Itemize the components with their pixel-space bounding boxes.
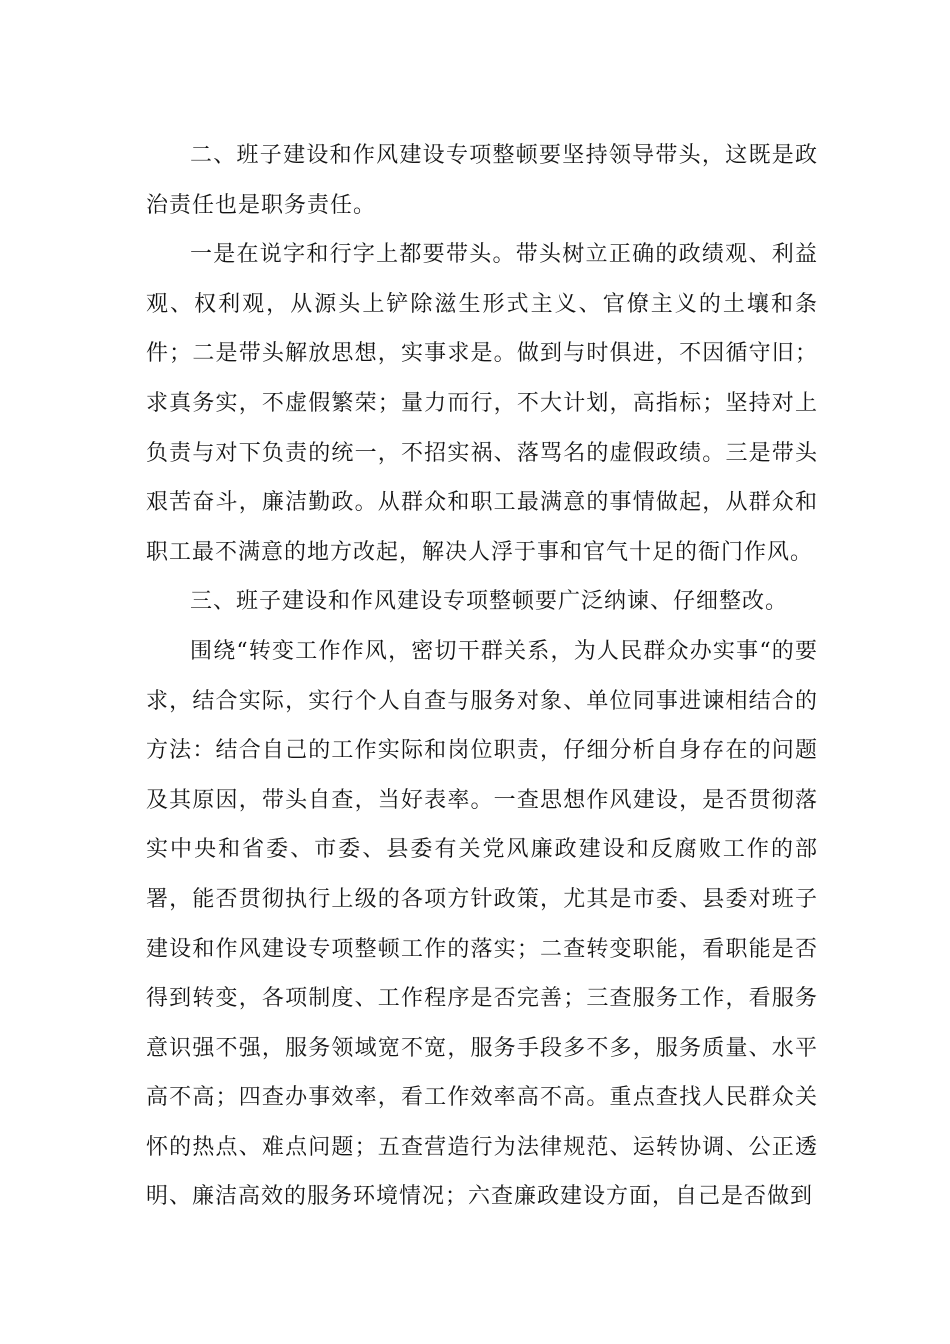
paragraph-self-inspection: 围绕“转变工作作风，密切干群关系，为人民群众办实事“的要求，结合实际，实行个人自查与服务对象、单位同事进谏相结合的方法：结合自己的工作实际和岗位职责，仔细分析自身存在的问题及其原因，带头自查，当好表率。一查思想作风建设，是否贯彻落实中央和省委、市委、县委有关党风廉政建设和反腐败工作的部署，能否贯彻执行上级的各项方针政策，尤其是市委、县委对班子建设和作风建设专项整顿工作的落实；二查转变职能，看职能是否得到转变，各项制度、工作程序是否完善；三查服务工作，看服务意识强不强，服务领域宽不宽，服务手段多不多，服务质量、水平高不高；四查办事效率，看工作效率高不高。重点查找人民群众关怀的热点、难点问题；五查营造行为法律规范、运转协调、公正透明、廉洁高效的服务环境情况；六查廉政建设方面，自己是否做到 [146,638,818,1210]
paragraph-section-three-heading: 三、班子建设和作风建设专项整顿要广泛纳谏、仔细整改。 [190,589,789,615]
document-body [146,131,818,1222]
paragraph-section-two-heading: 二、班子建设和作风建设专项整顿要坚持领导带头，这既是政治责任也是职务责任。 [146,143,818,218]
paragraph-lead-by-example: 一是在说字和行字上都要带头。带头树立正确的政绩观、利益观、权利观，从源头上铲除滋生形式主义、官僚主义的土壤和条件；二是带头解放思想，实事求是。做到与时俱进，不因循守旧；求真务实，不虚假繁荣；量力而行，不大计划，高指标；坚持对上负责与对下负责的统一，不招实祸、落骂名的虚假政绩。三是带头艰苦奋斗，廉洁勤政。从群众和职工最满意的事情做起，从群众和职工最不满意的地方改起，解决人浮于事和官气十足的衙门作风。 [146,242,818,565]
